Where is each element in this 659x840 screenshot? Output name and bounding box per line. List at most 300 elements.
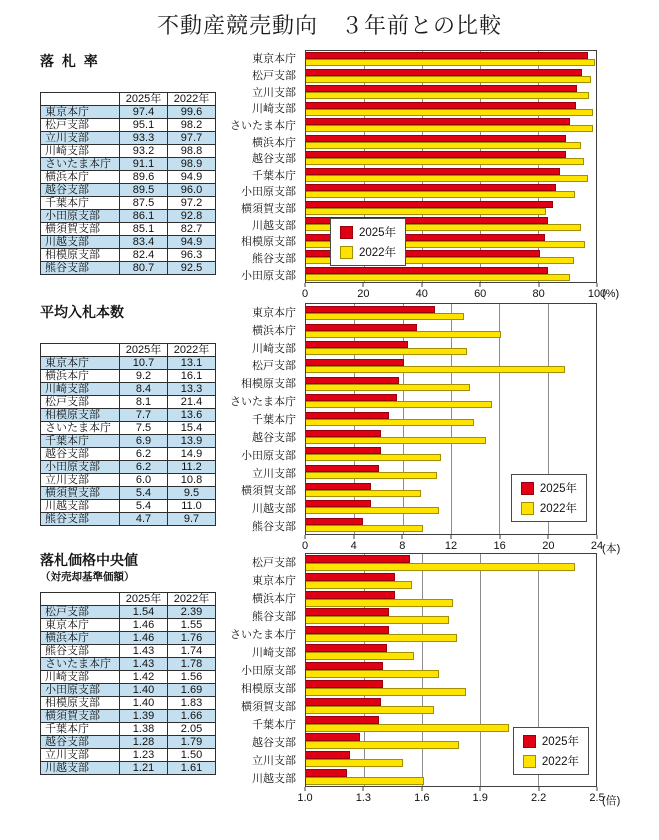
category-label: 小田原支部: [241, 449, 296, 462]
legend-entry-2022: [521, 500, 577, 516]
category-label: 東京本庁: [252, 306, 296, 319]
bar-group: [306, 68, 596, 85]
chart-2-plot-area: [305, 553, 597, 787]
bar-group: [306, 339, 596, 357]
axis-tick: [421, 283, 422, 287]
table-header-row: [41, 593, 216, 606]
value-2025-cell: 8.4: [120, 383, 168, 396]
axis-tick-label: 16: [493, 540, 506, 552]
value-2022-cell: 96.0: [168, 184, 216, 197]
value-2022-cell: 99.6: [168, 106, 216, 119]
axis-tick-label: 24: [590, 540, 604, 552]
category-label: 川越支部: [252, 773, 296, 785]
value-2022-cell: 1.66: [168, 710, 216, 723]
value-2022-cell: 15.4: [168, 422, 216, 435]
bar-2022: [306, 92, 589, 99]
value-2025-cell: 1.21: [120, 762, 168, 775]
bar-2025: [306, 168, 560, 175]
bar-2022: [306, 670, 439, 678]
legend-label-2022: 2022年: [541, 756, 579, 768]
category-label: 川崎支部: [252, 342, 296, 355]
row-label-cell: 立川支部: [41, 474, 120, 487]
axis-tick: [451, 535, 452, 539]
bar-2025: [306, 394, 397, 401]
chart-2-category-labels: [212, 553, 302, 787]
category-label: 横須賀支部: [241, 485, 296, 498]
table-row: [41, 474, 216, 487]
value-2025-cell: 93.2: [120, 145, 168, 158]
value-2025-cell: 89.5: [120, 184, 168, 197]
legend-entry-2025: [340, 224, 396, 240]
value-2025-cell: 1.46: [120, 632, 168, 645]
category-label: 越谷支部: [252, 153, 296, 166]
row-label-cell: 相模原支部: [41, 697, 120, 710]
value-2025-cell: 85.1: [120, 223, 168, 236]
category-label: 相模原支部: [241, 683, 296, 695]
row-label-cell: 川越支部: [41, 500, 120, 513]
chart-0-legend: [330, 218, 406, 266]
bar-group: [306, 304, 596, 322]
chart-2-legend: [513, 727, 589, 775]
bar-2022: [306, 331, 501, 338]
row-label-cell: 千葉本庁: [41, 723, 120, 736]
value-2022-cell: 94.9: [168, 236, 216, 249]
bar-2022: [306, 507, 439, 514]
row-label-cell: 越谷支部: [41, 184, 120, 197]
bar-group: [306, 51, 596, 68]
bar-2022: [306, 616, 449, 624]
value-2025-cell: 97.4: [120, 106, 168, 119]
bar-2025: [306, 662, 383, 670]
axis-unit-label: (本): [602, 543, 621, 555]
bar-2022: [306, 142, 581, 149]
bar-2025: [306, 341, 408, 348]
value-2022-cell: 1.76: [168, 632, 216, 645]
bar-2022: [306, 313, 464, 320]
category-label: 横浜本庁: [252, 324, 296, 337]
value-2025-cell: 80.7: [120, 262, 168, 275]
category-label: 小田原支部: [241, 269, 296, 282]
section-heading-bid-rate: 落 札 率: [40, 53, 100, 69]
axis-tick: [597, 283, 598, 287]
category-label: 熊谷支部: [252, 521, 296, 534]
axis-tick-label: 40: [415, 288, 428, 300]
value-2022-cell: 1.61: [168, 762, 216, 775]
bar-group: [306, 428, 596, 446]
bar-2025: [306, 644, 387, 652]
bar-2022: [306, 688, 466, 696]
category-label: 小田原支部: [241, 665, 296, 677]
table-row: [41, 106, 216, 119]
axis-tick-label: 12: [444, 540, 458, 552]
bar-2025: [306, 733, 360, 741]
category-label: 川崎支部: [252, 647, 296, 659]
bar-2025: [306, 377, 399, 384]
row-label-cell: 相模原支部: [41, 409, 120, 422]
table-corner-cell: [41, 593, 120, 606]
value-2025-cell: 95.1: [120, 119, 168, 132]
axis-unit-label: (%): [602, 288, 620, 300]
bar-2022: [306, 384, 470, 391]
bar-2025: [306, 716, 379, 724]
bar-2022: [306, 76, 591, 83]
table-row: [41, 262, 216, 275]
row-label-cell: 横浜本庁: [41, 370, 120, 383]
bar-2025: [306, 118, 570, 125]
bar-2022: [306, 472, 437, 479]
axis-tick-label: 4: [350, 540, 357, 552]
category-label: 川越支部: [252, 503, 296, 516]
bar-group: [306, 375, 596, 393]
bar-2022: [306, 759, 403, 767]
table-row: [41, 197, 216, 210]
value-2025-cell: 1.38: [120, 723, 168, 736]
row-label-cell: 東京本庁: [41, 106, 120, 119]
legend-entry-2025: [523, 733, 579, 749]
category-label: 東京本庁: [252, 53, 296, 66]
row-label-cell: さいたま本庁: [41, 422, 120, 435]
legend-label-2022: 2022年: [359, 247, 397, 259]
value-2022-cell: 1.55: [168, 619, 216, 632]
value-2025-cell: 93.3: [120, 132, 168, 145]
axis-tick-label: 80: [532, 288, 545, 300]
axis-tick: [480, 787, 481, 791]
chart-0-category-labels: [212, 50, 302, 283]
row-label-cell: 千葉本庁: [41, 435, 120, 448]
value-2025-cell: 1.40: [120, 684, 168, 697]
table-row: [41, 422, 216, 435]
row-label-cell: 立川支部: [41, 132, 120, 145]
bar-2022: [306, 59, 595, 66]
row-label-cell: 松戸支部: [41, 396, 120, 409]
value-2022-cell: 96.3: [168, 249, 216, 262]
value-2025-cell: 10.7: [120, 357, 168, 370]
bar-2025: [306, 306, 435, 313]
category-label: 千葉本庁: [252, 169, 296, 182]
bar-2022: [306, 109, 593, 116]
row-label-cell: 松戸支部: [41, 119, 120, 132]
bar-2025: [306, 52, 588, 59]
category-label: 千葉本庁: [252, 413, 296, 426]
bar-2025: [306, 430, 381, 437]
table-row: [41, 645, 216, 658]
table-row: [41, 500, 216, 513]
value-2025-cell: 4.7: [120, 513, 168, 526]
bar-group: [306, 590, 596, 608]
bar-2022: [306, 401, 492, 408]
row-label-cell: 小田原支部: [41, 461, 120, 474]
category-label: 立川支部: [252, 86, 296, 99]
bar-group: [306, 661, 596, 679]
bar-2025: [306, 267, 548, 274]
bar-group: [306, 117, 596, 134]
row-label-cell: 越谷支部: [41, 736, 120, 749]
category-label: さいたま本庁: [230, 629, 296, 641]
bar-2022: [306, 348, 467, 355]
bar-2022: [306, 158, 584, 165]
table-row: [41, 236, 216, 249]
bar-2022: [306, 563, 575, 571]
table-row: [41, 158, 216, 171]
bar-2025: [306, 465, 379, 472]
bar-2025: [306, 135, 566, 142]
row-label-cell: 熊谷支部: [41, 513, 120, 526]
bar-group: [306, 643, 596, 661]
bar-2025: [306, 324, 417, 331]
legend-entry-2022: [523, 753, 579, 769]
value-2022-cell: 2.39: [168, 606, 216, 619]
category-label: さいたま本庁: [230, 119, 296, 132]
value-2022-cell: 1.74: [168, 645, 216, 658]
bar-group: [306, 554, 596, 572]
value-2025-cell: 1.46: [120, 619, 168, 632]
data-table-2: [40, 592, 216, 775]
table-row: [41, 736, 216, 749]
table-row: [41, 658, 216, 671]
value-2022-cell: 14.9: [168, 448, 216, 461]
category-label: 川越支部: [252, 219, 296, 232]
row-label-cell: 熊谷支部: [41, 645, 120, 658]
bar-2025: [306, 85, 577, 92]
value-2022-cell: 10.8: [168, 474, 216, 487]
value-2025-cell: 87.5: [120, 197, 168, 210]
axis-tick: [421, 787, 422, 791]
bar-2022: [306, 741, 459, 749]
table-row: [41, 210, 216, 223]
table-row: [41, 697, 216, 710]
bar-group: [306, 150, 596, 167]
axis-tick: [538, 787, 539, 791]
value-2022-cell: 11.2: [168, 461, 216, 474]
axis-tick: [305, 283, 306, 287]
bar-group: [306, 357, 596, 375]
chart-2-x-axis: [297, 787, 621, 809]
bar-group: [306, 697, 596, 715]
value-2022-cell: 82.7: [168, 223, 216, 236]
axis-tick-label: 100: [587, 288, 607, 300]
value-2025-cell: 91.1: [120, 158, 168, 171]
value-2022-cell: 9.7: [168, 513, 216, 526]
value-2022-cell: 1.56: [168, 671, 216, 684]
bar-group: [306, 608, 596, 626]
chart-1-category-labels: [212, 303, 302, 535]
axis-tick: [597, 535, 598, 539]
category-label: 越谷支部: [252, 431, 296, 444]
table-row: [41, 383, 216, 396]
table-row: [41, 119, 216, 132]
value-2022-cell: 9.5: [168, 487, 216, 500]
value-2022-cell: 97.2: [168, 197, 216, 210]
bar-group: [306, 266, 596, 283]
bar-group: [306, 322, 596, 340]
table-year-header: 2022年: [168, 344, 216, 357]
table-row: [41, 684, 216, 697]
row-label-cell: 越谷支部: [41, 448, 120, 461]
value-2025-cell: 89.6: [120, 171, 168, 184]
row-label-cell: 小田原支部: [41, 210, 120, 223]
axis-tick-label: 1.3: [355, 792, 372, 804]
table-row: [41, 435, 216, 448]
category-label: 横浜本庁: [252, 136, 296, 149]
category-label: 千葉本庁: [252, 719, 296, 731]
bar-2022: [306, 777, 424, 785]
legend-swatch-2022: [521, 502, 534, 515]
value-2022-cell: 1.83: [168, 697, 216, 710]
bar-2025: [306, 698, 381, 706]
value-2025-cell: 1.28: [120, 736, 168, 749]
table-row: [41, 513, 216, 526]
table-row: [41, 223, 216, 236]
table-row: [41, 710, 216, 723]
table-row: [41, 606, 216, 619]
table-row: [41, 487, 216, 500]
bar-2025: [306, 751, 350, 759]
table-header-row: [41, 344, 216, 357]
bar-2022: [306, 706, 434, 714]
bar-2025: [306, 359, 404, 366]
value-2022-cell: 11.0: [168, 500, 216, 513]
value-2022-cell: 98.8: [168, 145, 216, 158]
row-label-cell: 小田原支部: [41, 684, 120, 697]
axis-tick-label: 20: [542, 540, 555, 552]
table-year-header: 2022年: [168, 93, 216, 106]
row-label-cell: 川越支部: [41, 236, 120, 249]
legend-label-2025: 2025年: [539, 483, 577, 495]
value-2025-cell: 7.5: [120, 422, 168, 435]
bar-2022: [306, 175, 588, 182]
category-label: 熊谷支部: [252, 253, 296, 265]
axis-tick: [305, 787, 306, 791]
bar-2022: [306, 724, 509, 732]
value-2025-cell: 6.9: [120, 435, 168, 448]
row-label-cell: さいたま本庁: [41, 658, 120, 671]
bar-group: [306, 446, 596, 464]
value-2022-cell: 98.9: [168, 158, 216, 171]
value-2025-cell: 6.0: [120, 474, 168, 487]
row-label-cell: さいたま本庁: [41, 158, 120, 171]
bar-2022: [306, 437, 486, 444]
table-row: [41, 461, 216, 474]
value-2022-cell: 1.78: [168, 658, 216, 671]
axis-tick-label: 0: [301, 288, 309, 300]
category-label: 松戸支部: [252, 69, 296, 82]
bar-2025: [306, 102, 576, 109]
data-table-1: [40, 343, 216, 526]
table-row: [41, 619, 216, 632]
row-label-cell: 立川支部: [41, 749, 120, 762]
axis-tick-label: 2.2: [530, 792, 547, 804]
bar-2022: [306, 419, 474, 426]
table-row: [41, 171, 216, 184]
axis-tick-label: 0: [301, 540, 309, 552]
value-2025-cell: 7.7: [120, 409, 168, 422]
bar-group: [306, 101, 596, 118]
bar-2022: [306, 652, 414, 660]
bar-2025: [306, 680, 383, 688]
legend-swatch-2022: [523, 755, 536, 768]
table-row: [41, 357, 216, 370]
value-2025-cell: 86.1: [120, 210, 168, 223]
value-2025-cell: 6.2: [120, 461, 168, 474]
axis-tick: [363, 283, 364, 287]
bar-2025: [306, 573, 395, 581]
bar-2025: [306, 626, 389, 634]
category-label: 横浜本庁: [252, 593, 296, 605]
table-row: [41, 396, 216, 409]
axis-tick-label: 60: [474, 288, 487, 300]
table-row: [41, 671, 216, 684]
legend-label-2025: 2025年: [541, 736, 579, 748]
category-label: 小田原支部: [241, 186, 296, 199]
bar-2022: [306, 274, 570, 281]
value-2022-cell: 98.2: [168, 119, 216, 132]
bar-2022: [306, 191, 575, 198]
value-2022-cell: 16.1: [168, 370, 216, 383]
value-2022-cell: 21.4: [168, 396, 216, 409]
bar-2025: [306, 483, 371, 490]
bar-group: [306, 625, 596, 643]
axis-tick: [305, 535, 306, 539]
bar-2022: [306, 490, 421, 497]
bar-2025: [306, 555, 410, 563]
axis-tick: [363, 787, 364, 791]
axis-tick: [538, 283, 539, 287]
chart-0-plot-area: [305, 50, 597, 283]
bar-group: [306, 134, 596, 151]
row-label-cell: 川越支部: [41, 762, 120, 775]
axis-tick: [548, 535, 549, 539]
table-row: [41, 132, 216, 145]
page-title: 不動産競売動向 ３年前との比較: [156, 13, 502, 38]
legend-swatch-2025: [340, 226, 353, 239]
value-2025-cell: 1.23: [120, 749, 168, 762]
value-2025-cell: 1.40: [120, 697, 168, 710]
table-row: [41, 749, 216, 762]
table-row: [41, 409, 216, 422]
category-label: 立川支部: [252, 755, 296, 767]
legend-swatch-2025: [521, 482, 534, 495]
value-2022-cell: 1.79: [168, 736, 216, 749]
section-heading-median-price: 落札価格中央値: [40, 552, 138, 568]
row-label-cell: 相模原支部: [41, 249, 120, 262]
value-2025-cell: 8.1: [120, 396, 168, 409]
value-2022-cell: 13.6: [168, 409, 216, 422]
bar-2025: [306, 500, 371, 507]
table-row: [41, 723, 216, 736]
category-label: 横須賀支部: [241, 203, 296, 216]
bar-2025: [306, 608, 389, 616]
bar-group: [306, 679, 596, 697]
value-2022-cell: 1.50: [168, 749, 216, 762]
bar-group: [306, 200, 596, 217]
category-label: 立川支部: [252, 467, 296, 480]
value-2025-cell: 5.4: [120, 487, 168, 500]
axis-tick: [353, 535, 354, 539]
bar-group: [306, 167, 596, 184]
bar-2022: [306, 599, 453, 607]
value-2025-cell: 9.2: [120, 370, 168, 383]
legend-label-2022: 2022年: [539, 503, 577, 515]
category-label: 相模原支部: [241, 378, 296, 391]
value-2025-cell: 1.43: [120, 658, 168, 671]
value-2025-cell: 82.4: [120, 249, 168, 262]
table-corner-cell: [41, 93, 120, 106]
bar-2025: [306, 184, 556, 191]
bar-group: [306, 183, 596, 200]
table-year-header: 2025年: [120, 593, 168, 606]
bar-2022: [306, 125, 593, 132]
category-label: 熊谷支部: [252, 611, 296, 623]
